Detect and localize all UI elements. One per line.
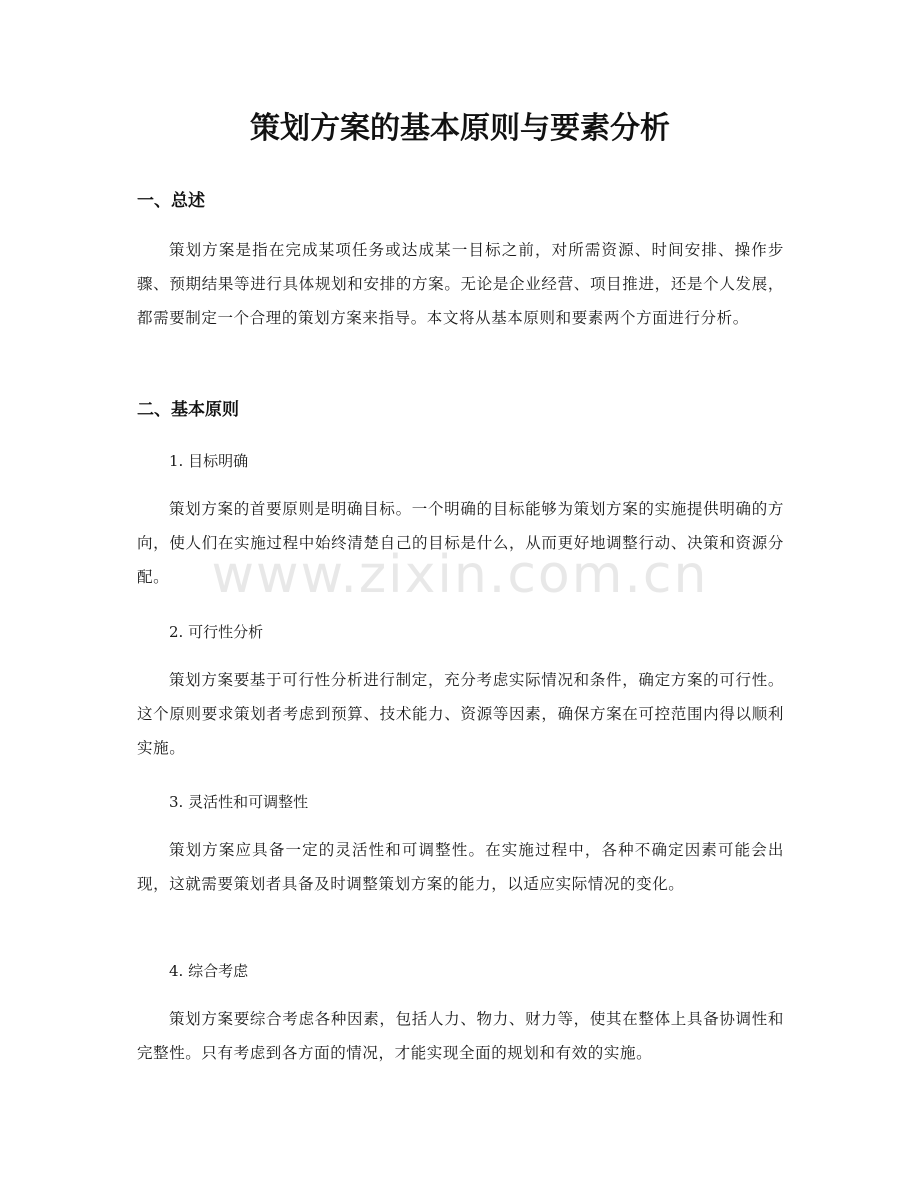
section-heading-principles: 二、基本原则 [137, 400, 239, 420]
subheading-feasibility: 2. 可行性分析 [169, 623, 264, 641]
paragraph-comprehensive: 策划方案要综合考虑各种因素，包括人力、物力、财力等，使其在整体上具备协调性和完整性。只有考虑到各方面的情况，才能实现全面的规划和有效的实施。 [137, 1010, 784, 1062]
paragraph-clear-goal: 策划方案的首要原则是明确目标。一个明确的目标能够为策划方案的实施提供明确的方向，使人们在实施过程中始终清楚自己的目标是什么，从而更好地调整行动、决策和资源分配。 [137, 500, 784, 586]
page-title: 策划方案的基本原则与要素分析 [250, 111, 670, 146]
watermark: www.zixin.com.cn [211, 545, 709, 605]
subheading-clear-goal: 1. 目标明确 [169, 452, 249, 470]
subheading-comprehensive: 4. 综合考虑 [169, 962, 249, 980]
paragraph-overview: 策划方案是指在完成某项任务或达成某一目标之前，对所需资源、时间安排、操作步骤、预期结果等进行具体规划和安排的方案。无论是企业经营、项目推进，还是个人发展，都需要制定一个合理的策划方案来指导。本文将从基本原则和要素两个方面进行分析。 [137, 241, 784, 327]
paragraph-feasibility: 策划方案要基于可行性分析进行制定，充分考虑实际情况和条件，确定方案的可行性。这个原则要求策划者考虑到预算、技术能力、资源等因素，确保方案在可控范围内得以顺利实施。 [137, 671, 784, 757]
section-heading-overview: 一、总述 [137, 191, 205, 211]
paragraph-flexibility: 策划方案应具备一定的灵活性和可调整性。在实施过程中，各种不确定因素可能会出现，这就需要策划者具备及时调整策划方案的能力，以适应实际情况的变化。 [137, 841, 784, 893]
subheading-flexibility: 3. 灵活性和可调整性 [169, 793, 309, 811]
